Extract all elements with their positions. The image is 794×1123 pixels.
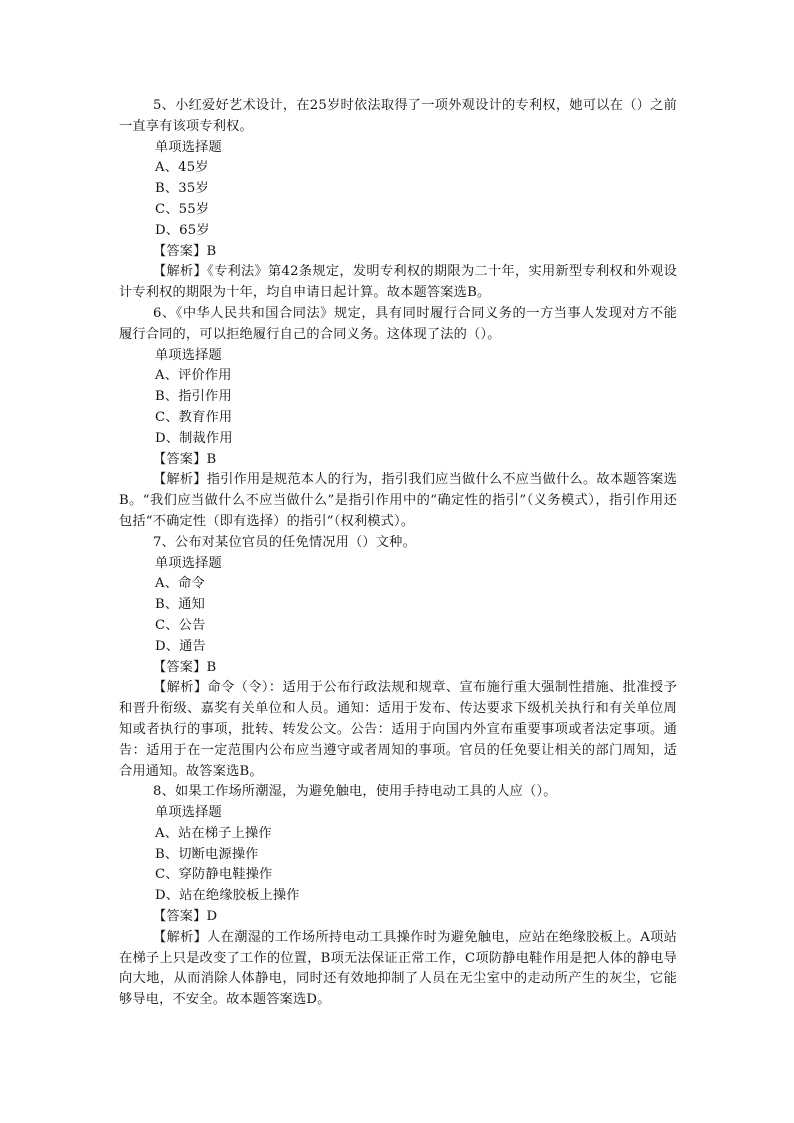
question-block xyxy=(119,304,677,533)
answer: 【答案】D xyxy=(153,909,218,925)
question-stem: 7、公布对某位官员的任免情况用（）文种。 xyxy=(153,534,416,550)
option: B、指引作用 xyxy=(155,389,232,405)
question-type: 单项选择题 xyxy=(155,805,222,821)
question-stem: 5、小红爱好艺术设计，在25岁时依法取得了一项外观设计的专利权，她可以在（）之前一直享有该项专利权。 xyxy=(119,98,677,134)
analysis: 【解析】指引作用是规范本人的行为，指引我们应当做什么不应当做什么。故本题答案选B。“我们应当做什么不应当做什么”是指引作用中的“确定性的指引”（义务模式），指引作用还包括“不确定性（即有选择）的指引”（权利模式）。 xyxy=(119,472,677,529)
question-block xyxy=(119,96,677,304)
question-stem: 8、如果工作场所潮湿，为避免触电，使用手持电动工具的人应（）。 xyxy=(153,784,557,800)
option: C、穿防静电鞋操作 xyxy=(155,867,273,883)
option: B、通知 xyxy=(155,597,206,613)
question-type: 单项选择题 xyxy=(155,555,222,571)
option: A、站在梯子上操作 xyxy=(155,825,272,841)
question-type: 单项选择题 xyxy=(155,139,222,155)
question-stem: 6、《中华人民共和国合同法》规定，具有同时履行合同义务的一方当事人发现对方不能履行合同的，可以拒绝履行自己的合同义务。这体现了法的（）。 xyxy=(119,305,677,342)
option: A、45岁 xyxy=(155,160,209,176)
analysis: 【解析】命令（令）：适用于公布行政法规和规章、宣布施行重大强制性措施、批准授予和晋升衔级、嘉奖有关单位和人员。通知：适用于发布、传达要求下级机关执行和有关单位周知或者执行的事项，批转、转发公文。公告：适用于向国内外宣布重要事项或者法定事项。通告：适用于在一定范围内公布应当遵守或者周知的事项。官员的任免要让相关的部门周知，适合用通知。故答案选B。 xyxy=(119,680,677,779)
option: D、站在绝缘胶板上操作 xyxy=(155,888,300,904)
option: C、55岁 xyxy=(155,201,210,217)
question-block xyxy=(119,782,677,1011)
answer: 【答案】B xyxy=(153,243,217,259)
option: B、切断电源操作 xyxy=(155,846,259,862)
question-block xyxy=(119,533,677,783)
analysis: 【解析】人在潮湿的工作场所持电动工具操作时为避免触电，应站在绝缘胶板上。A项站在梯子上只是改变了工作的位置，B项无法保证正常工作，C项防静电鞋作用是把人体的静电导向大地，从而消除人体静电，同时还有效地抑制了人员在无尘室中的走动所产生的灰尘，它能够导电，不安全。故本题答案选D。 xyxy=(119,929,677,1008)
option: A、评价作用 xyxy=(155,368,232,384)
option: A、命令 xyxy=(155,576,205,592)
question-list xyxy=(119,96,677,1011)
option: D、制裁作用 xyxy=(155,430,233,446)
option: D、通告 xyxy=(155,638,206,654)
answer: 【答案】B xyxy=(153,659,217,675)
option: D、65岁 xyxy=(155,222,210,238)
option: B、35岁 xyxy=(155,181,209,197)
question-type: 单项选择题 xyxy=(155,347,222,363)
analysis: 【解析】《专利法》第42条规定，发明专利权的期限为二十年，实用新型专利权和外观设计专利权的期限为十年，均自申请日起计算。故本题答案选B。 xyxy=(119,264,677,301)
option: C、教育作用 xyxy=(155,409,233,425)
option: C、公告 xyxy=(155,617,206,633)
answer: 【答案】B xyxy=(153,451,217,467)
